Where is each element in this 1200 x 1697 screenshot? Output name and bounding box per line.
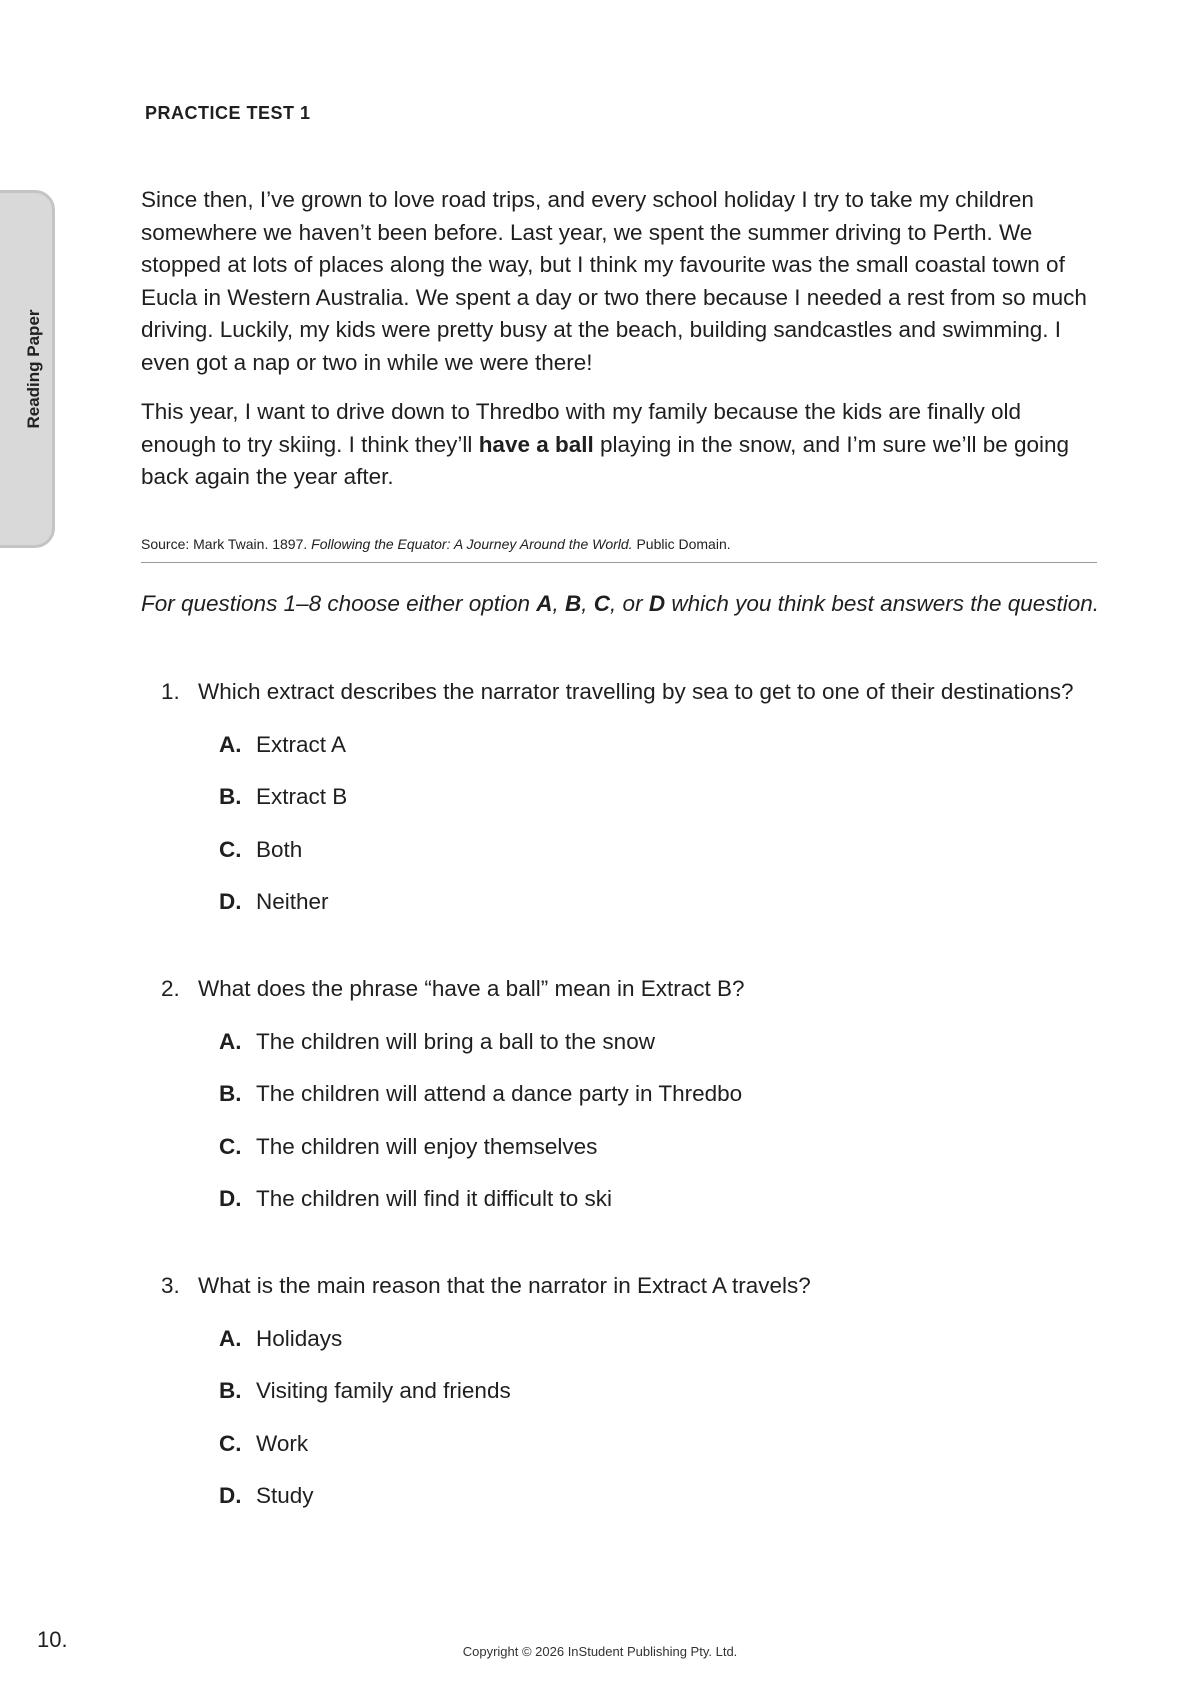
divider <box>141 562 1097 563</box>
source-title: Following the Equator: A Journey Around the World. <box>311 536 633 552</box>
question-number: 1. <box>161 679 180 704</box>
passage-paragraph-2 <box>141 396 1101 494</box>
option-text: The children will bring a ball to the snow <box>256 1028 655 1054</box>
option-text: Neither <box>256 889 329 914</box>
passage <box>141 184 1101 511</box>
option-text: Extract B <box>256 784 348 809</box>
instructions-separator: , <box>552 591 566 616</box>
instructions-option-a: A <box>536 591 553 616</box>
answer-option-d[interactable] <box>219 1478 1161 1513</box>
source-citation <box>141 536 1101 552</box>
source-suffix: Public Domain. <box>632 536 731 552</box>
answer-option-c[interactable] <box>219 1426 1161 1461</box>
answer-option-c[interactable] <box>219 1129 1161 1164</box>
question-3 <box>161 1268 1161 1513</box>
option-text: The children will find it difficult to ski <box>256 1186 612 1211</box>
answer-option-b[interactable] <box>219 779 1161 814</box>
instructions-option-b: B <box>565 591 582 616</box>
question-stem <box>161 1268 1161 1303</box>
option-letter: D. <box>219 1483 242 1508</box>
option-letter: C. <box>219 1133 242 1159</box>
instructions-separator: , <box>581 591 594 616</box>
option-text: Study <box>256 1483 314 1508</box>
option-letter: A. <box>219 731 242 757</box>
answer-option-b[interactable] <box>219 1373 1161 1408</box>
option-text: Extract A <box>256 731 347 757</box>
option-text: Both <box>256 836 303 862</box>
instructions-text-end: which you think best answers the question. <box>665 591 1100 616</box>
instructions-separator: , or <box>610 591 649 616</box>
answer-option-a[interactable] <box>219 1024 1161 1059</box>
instructions-text-start: For questions 1–8 choose either option <box>141 591 537 616</box>
question-text: Which extract describes the narrator travelling by sea to get to one of their destinations? <box>198 679 1074 704</box>
question-stem <box>161 674 1161 709</box>
source-prefix: Source: Mark Twain. 1897. <box>141 536 312 552</box>
paragraph-2-text-start: This year, I want to drive down to Thredbo with my family because the kids are finally old enough to try skiing. I think they’ll <box>141 399 1022 457</box>
option-letter: B. <box>219 784 242 809</box>
option-text: The children will enjoy themselves <box>256 1133 598 1159</box>
answer-option-a[interactable] <box>219 1321 1161 1356</box>
question-text: What does the phrase “have a ball” mean in Extract B? <box>198 976 745 1001</box>
option-text: Holidays <box>256 1325 343 1351</box>
option-letter: A. <box>219 1028 242 1054</box>
instructions <box>141 591 1121 617</box>
option-text: Work <box>256 1430 309 1456</box>
option-letter: D. <box>219 889 242 914</box>
option-letter: A. <box>219 1325 242 1351</box>
question-number: 2. <box>161 976 180 1001</box>
question-1 <box>161 674 1161 919</box>
answer-option-d[interactable] <box>219 884 1161 919</box>
question-2 <box>161 971 1161 1216</box>
passage-paragraph-1: Since then, I’ve grown to love road trips, and every school holiday I try to take my children somewhere we haven’t been before. Last year, we spent the summer driving to Perth. We stopped at lots of places along the way, but I think my favourite was the small coastal town of Eucla in Western Australia. We spent a day or two there because I needed a rest from so much driving. Luckily, my kids were pretty busy at the beach, building sandcastles and swimming. I even got a nap or two in while we were there! <box>141 187 1087 375</box>
phrase-highlight: have a ball <box>478 431 594 457</box>
option-text: Visiting family and friends <box>256 1378 511 1403</box>
option-letter: B. <box>219 1378 242 1403</box>
answer-option-b[interactable] <box>219 1076 1161 1111</box>
answer-option-a[interactable] <box>219 727 1161 762</box>
page-header-title: PRACTICE TEST 1 <box>145 103 311 123</box>
page-number: 10. <box>37 1627 68 1652</box>
answer-option-c[interactable] <box>219 832 1161 867</box>
question-stem <box>161 971 1161 1006</box>
question-number: 3. <box>161 1273 180 1298</box>
paragraph-2-text-end: playing in the snow, and I’m sure we’ll be going back again the year after. <box>141 431 1070 489</box>
answer-option-d[interactable] <box>219 1181 1161 1216</box>
question-text: What is the main reason that the narrator in Extract A travels? <box>198 1273 811 1298</box>
copyright-notice: Copyright © 2026 InStudent Publishing Pty. Ltd. <box>462 1644 738 1659</box>
side-tab-label: Reading Paper <box>24 309 43 429</box>
option-text: The children will attend a dance party in Thredbo <box>256 1081 743 1106</box>
option-letter: B. <box>219 1081 242 1106</box>
option-letter: C. <box>219 1430 242 1456</box>
instructions-option-c: C <box>593 591 611 616</box>
option-letter: C. <box>219 836 242 862</box>
option-letter: D. <box>219 1186 242 1211</box>
instructions-option-d: D <box>648 591 666 616</box>
